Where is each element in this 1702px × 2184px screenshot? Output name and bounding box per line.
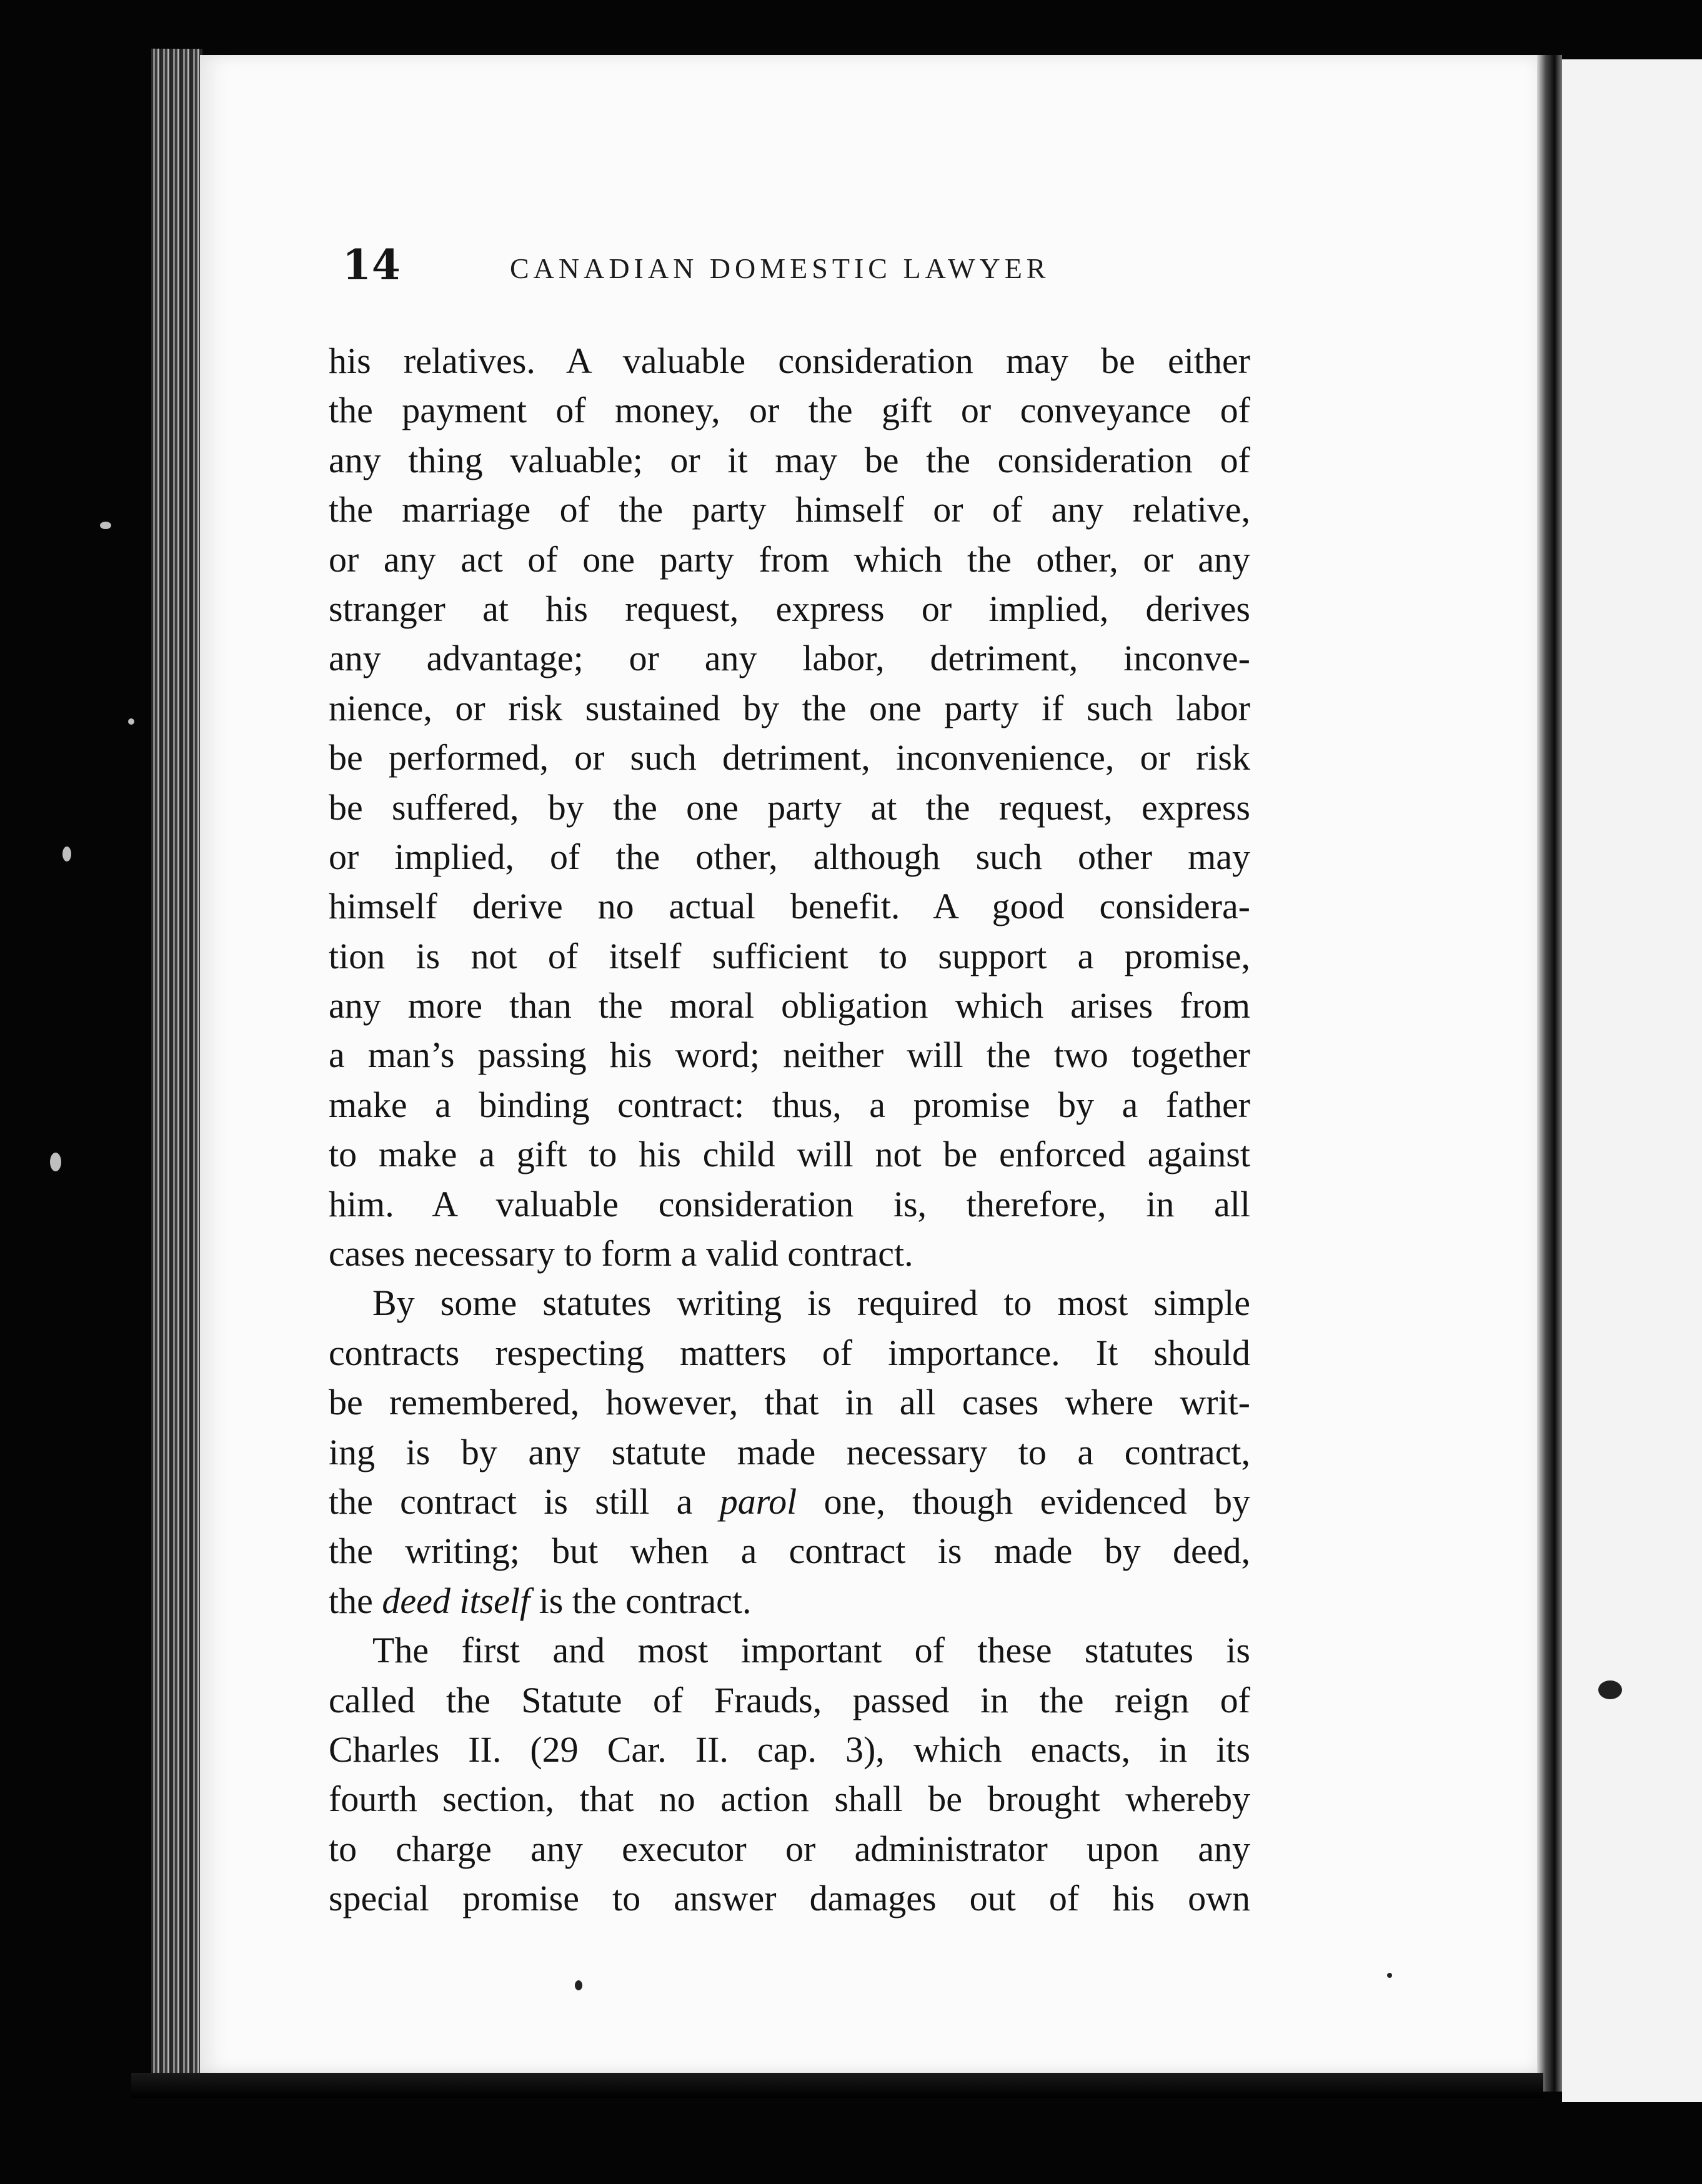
scan-speck [1387,1973,1392,1978]
text-line: to charge any executor or administrator upon any [329,1828,1250,1869]
text-line: ing is by any statute made necessary to a contract, [329,1431,1250,1472]
text-line: By some statutes writing is required to most simple [372,1283,1250,1324]
deed-term: deed itself [382,1580,530,1621]
parol-line [329,1477,1250,1526]
page-number: 14 [342,241,401,289]
text-line: cases necessary to form a valid contract. [329,1233,913,1274]
text-line: fourth section, that no action shall be brought whereby [329,1779,1250,1820]
text-line: make a binding contract: thus, a promise by a father [329,1084,1250,1125]
book-gutter [1537,55,1562,2092]
text-line: him. A valuable consideration is, therefore, in all [329,1183,1250,1224]
text-line: be remembered, however, that in all cases where writ- [329,1382,1250,1423]
scan-speck [575,1980,582,1990]
text-line: any more than the moral obligation which arises from [329,985,1250,1026]
text-line: contracts respecting matters of importance. It should [329,1332,1250,1373]
running-head: CANADIAN DOMESTIC LAWYER [510,252,1050,284]
scan-speck [62,846,71,861]
text-line: any thing valuable; or it may be the consideration of [329,439,1250,480]
text-line: any advantage; or any labor, detriment, inconve- [329,638,1250,679]
text-line: tion is not of itself sufficient to support a promise, [329,935,1250,976]
parol-line-after: one, though evidenced by [797,1481,1250,1522]
text-line: a man’s passing his word; neither will the two together [329,1035,1250,1076]
deed-line [329,1576,1250,1626]
text-line: or any act of one party from which the other, or any [329,539,1250,580]
text-line: himself derive no actual benefit. A good considera- [329,886,1250,927]
parol-term: parol [719,1481,797,1522]
text-line: the payment of money, or the gift or conveyance of [329,390,1250,431]
text-line: called the Statute of Frauds, passed in the reign of [329,1679,1250,1720]
page-shadow [131,2073,1543,2098]
deed-line-after: is the contract. [530,1580,752,1621]
parol-line-before: the contract is still a [329,1481,720,1522]
page-edges [151,49,202,2085]
scan-speck [50,1153,61,1171]
text-line: The first and most important of these statutes is [372,1630,1250,1671]
text-line: be performed, or such detriment, inconvenience, or risk [329,737,1250,778]
text-line: be suffered, by the one party at the request, express [329,787,1250,828]
page-header [342,241,1261,297]
text-line: to make a gift to his child will not be enforced against [329,1134,1250,1175]
scan-speck [128,718,134,725]
text-line: nience, or risk sustained by the one party if such labor [329,687,1250,728]
text-line: stranger at his request, express or implied, derives [329,588,1250,629]
body-text [329,336,1250,1923]
text-line: the writing; but when a contract is made by deed, [329,1531,1250,1572]
deed-line-before: the [329,1580,382,1621]
scan-speck [100,522,111,529]
paragraph-statutes [329,1278,1250,1626]
paragraph-consideration [329,336,1250,1278]
text-line: Charles II. (29 Car. II. cap. 3), which enacts, in its [329,1729,1250,1770]
text-line: his relatives. A valuable consideration may be either [329,340,1250,381]
scan-speck [1598,1680,1622,1699]
text-line: the marriage of the party himself or of any relative, [329,489,1250,530]
right-page-edge [1562,59,1702,2102]
text-line: or implied, of the other, although such other may [329,836,1250,877]
paragraph-statute-of-frauds [329,1626,1250,1923]
text-line: special promise to answer damages out of his own [329,1878,1250,1919]
